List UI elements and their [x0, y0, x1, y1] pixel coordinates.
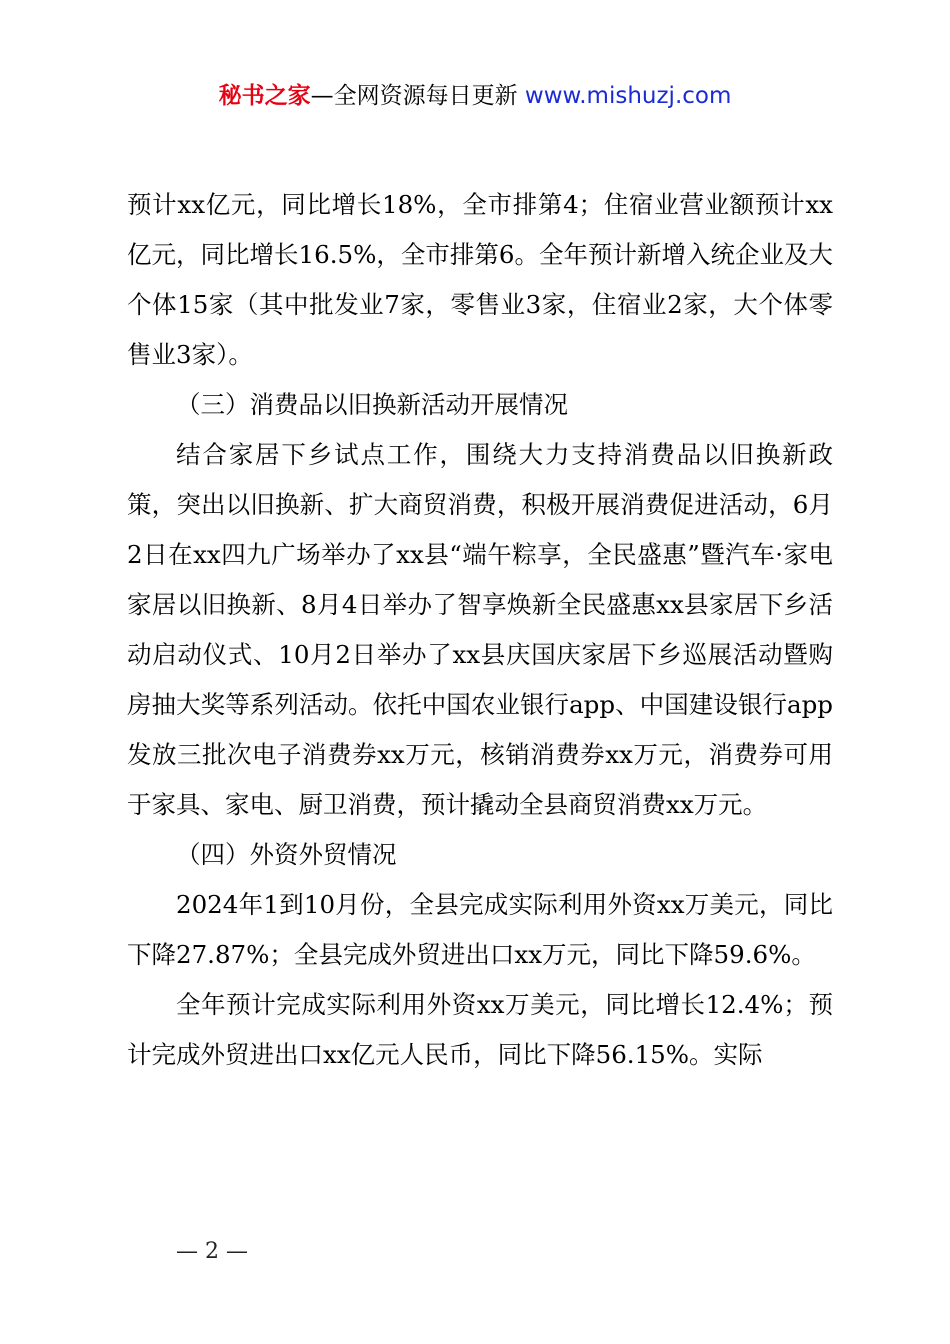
- paragraph-retail-forecast: 预计xx亿元，同比增长18%，全市排第4；住宿业营业额预计xx亿元，同比增长16.5%，全市排第6。全年预计新增入统企业及大个体15家（其中批发业7家，零售业3家，住宿业2家，大个体零售业3家）。: [127, 190, 833, 369]
- site-tagline: —全网资源每日更新: [310, 83, 525, 109]
- page-number: — 2 —: [176, 1239, 248, 1264]
- site-header: [0, 80, 950, 112]
- paragraph-trade-in: 结合家居下乡试点工作，围绕大力支持消费品以旧换新政策，突出以旧换新、扩大商贸消费，积极开展消费促进活动，6月2日在xx四九广场举办了xx县“端午粽享，全民盛惠”暨汽车·家电家居以旧换新、8月4日举办了智享焕新全民盛惠xx县家居下乡活动启动仪式、10月2日举办了xx县庆国庆家居下乡巡展活动暨购房抽大奖等系列活动。依托中国农业银行app、中国建设银行app发放三批次电子消费券xx万元，核销消费券xx万元，消费券可用于家具、家电、厨卫消费，预计撬动全县商贸消费xx万元。: [127, 440, 833, 819]
- section-heading-trade-in: （三）消费品以旧换新活动开展情况: [176, 390, 568, 419]
- section-heading-foreign-trade: （四）外资外贸情况: [176, 840, 397, 869]
- site-url-link[interactable]: www.mishuzj.com: [524, 83, 732, 109]
- paragraph-foreign-trade-ytd: 2024年1到10月份，全县完成实际利用外资xx万美元，同比下降27.87%；全县完成外贸进出口xx万元，同比下降59.6%。: [127, 890, 833, 969]
- site-brand: 秘书之家: [218, 83, 311, 109]
- paragraph-foreign-trade-forecast: 全年预计完成实际利用外资xx万美元，同比增长12.4%；预计完成外贸进出口xx亿元人民币，同比下降56.15%。实际: [127, 990, 833, 1069]
- document-body: [127, 180, 833, 1080]
